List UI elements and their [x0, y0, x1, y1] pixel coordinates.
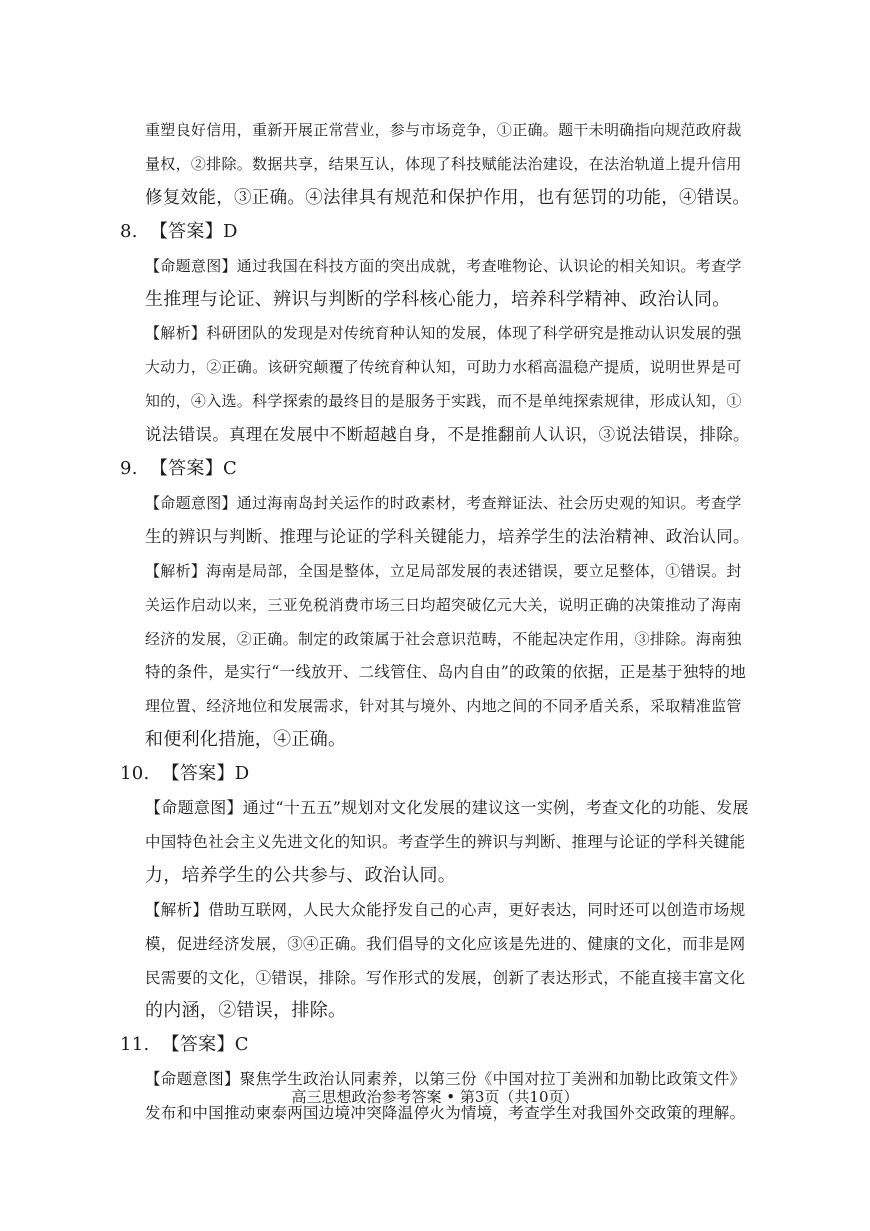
q8-analysis-line-1: 【解析】科研团队的发现是对传统育种认知的发展，体现了科学研究是推动认识发展的强	[145, 324, 742, 343]
q9-answer: 【答案】C	[149, 458, 238, 479]
page-footer: 高三思想政治参考答案 • 第3页（共10页）	[291, 1088, 579, 1106]
q9-analysis-line-2: 关运作启动以来，三亚免税消费市场三日均超突破亿元大关，说明正确的决策推动了海南	[145, 595, 742, 614]
q10-analysis-line-3: 民需要的文化，①错误，排除。写作形式的发展，创新了表达形式，不能直接丰富文化	[145, 968, 746, 987]
q7-continuation-line-1: 重塑良好信用，重新开展正常营业，参与市场竞争，①正确。题干未明确指向规范政府裁	[145, 121, 742, 139]
q10-intent-line-1: 【命题意图】通过“十五五”规划对文化发展的建议这一实例，考查文化的功能、发展	[145, 798, 749, 817]
q9-intent-line-2: 生的辨识与判断、推理与论证的学科关键能力，培养学生的法治精神、政治认同。	[145, 526, 750, 546]
q10-intent-line-2: 中国特色社会主义先进文化的知识。考查学生的辨识与判断、推理与论证的学科关键能	[145, 832, 746, 851]
q8-intent-line-1: 【命题意图】通过我国在科技方面的突出成就，考查唯物论、认识论的相关知识。考查学	[145, 256, 742, 275]
q10-analysis-line-4: 的内涵，②错误，排除。	[145, 1000, 347, 1022]
q11-intent-line-1: 【命题意图】聚焦学生政治认同素养，以第三份《中国对拉丁美洲和加勒比政策文件》	[145, 1070, 746, 1089]
q10-analysis-line-2: 模，促进经济发展，③④正确。我们倡导的文化应该是先进的、健康的文化，而非是网	[145, 934, 746, 953]
q11-number: 11.	[120, 1034, 150, 1056]
q11-intent-line-2: 发布和中国推动柬泰两国边境冲突降温停火为情境，考查学生对我国外交政策的理解。	[145, 1104, 746, 1123]
q8-intent-line-2: 生推理与论证、辨识与判断的学科核心能力，培养科学精神、政治认同。	[145, 288, 731, 310]
q8-analysis-line-3: 知的，④入选。科学探索的最终目的是服务于实践，而不是单纯探索规律，形成认知，①	[145, 392, 742, 411]
q9-number: 9.	[120, 458, 138, 479]
q10-intent-line-3: 力，培养学生的公共参与、政治认同。	[145, 864, 457, 886]
q9-analysis-line-5: 理位置、经济地位和发展需求，针对其与境外、内地之间的不同矛盾关系，采取精准监管	[145, 697, 742, 716]
q8-number: 8.	[120, 220, 138, 242]
q10-number: 10.	[120, 763, 150, 785]
q11-answer: 【答案】C	[161, 1034, 249, 1056]
q10-answer: 【答案】D	[161, 763, 250, 785]
q9-analysis-line-4: 特的条件，是实行“一线放开、二线管住、岛内自由”的政策的依据，正是基于独特的地	[145, 663, 747, 682]
q9-intent-line-1: 【命题意图】通过海南岛封关运作的时政素材，考查辩证法、社会历史观的知识。考查学	[145, 493, 742, 512]
q10-analysis-line-1: 【解析】借助互联网，人民大众能抒发自己的心声，更好表达，同时还可以创造市场规	[145, 900, 746, 919]
q7-continuation-line-3: 修复效能，③正确。④法律具有规范和保护作用，也有惩罚的功能，④错误。	[145, 187, 751, 208]
q9-answer-line	[120, 457, 237, 481]
q9-analysis-line-6: 和便利化措施，④正确。	[145, 729, 347, 751]
q8-analysis-line-4: 说法错误。真理在发展中不断超越自身，不是推翻前人认识，③说法错误，排除。	[145, 425, 750, 445]
q7-continuation-line-2: 量权，②排除。数据共享，结果互认，体现了科技赋能法治建设，在法治轨道上提升信用	[145, 154, 742, 173]
q8-answer-line	[120, 220, 238, 244]
q10-answer-line	[120, 762, 250, 786]
q11-answer-line	[120, 1033, 249, 1057]
q8-answer: 【答案】D	[149, 220, 238, 242]
q9-analysis-line-1: 【解析】海南是局部，全国是整体，立足局部发展的表述错误，要立足整体，①错误。封	[145, 561, 742, 580]
q9-analysis-line-3: 经济的发展，②正确。制定的政策属于社会意识范畴，不能起决定作用，③排除。海南独	[145, 629, 742, 648]
q8-analysis-line-2: 大动力，②正确。该研究颠覆了传统育种认知，可助力水稻高温稳产提质，说明世界是可	[145, 358, 742, 377]
